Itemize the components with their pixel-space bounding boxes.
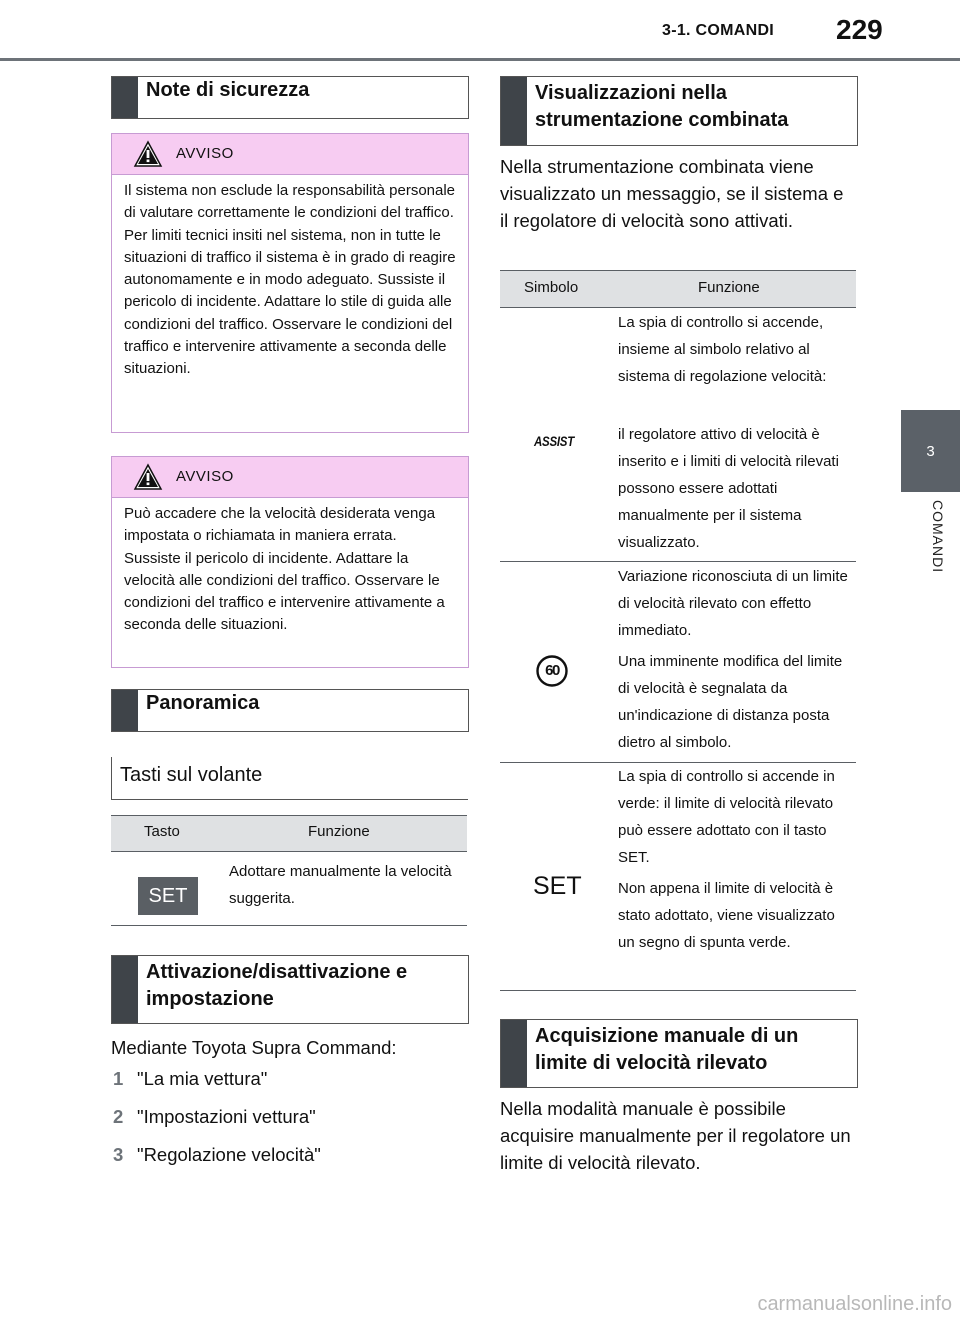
warning-triangle-icon [133,463,163,491]
header-section-title: 3-1. COMANDI [662,22,775,39]
warning-label: AVVISO [176,468,234,485]
warning-text: Il sistema non esclude la responsabilità personale di valutare correttamente le condizioni del traffico. Per limiti tecnici insiti nel sistema, non in tutte le situazioni di traffico il sistema è in grado di reagire autonomamente e in modo adeguato. Sussiste il pericolo di incidente. Adattare lo stile di guida alle condizioni del traffico. Osservare le condizioni del traffico e intervenire attivamente a seconda delle situazioni. [124,182,456,378]
column-header: Funzione [698,279,760,296]
warning-label: AVVISO [176,145,234,162]
display-text: Nella strumentazione combinata viene visualizzato un messaggio, se il sistema e il regolatore di velocità sono attivati. [500,156,844,231]
chapter-number: 3 [926,442,935,460]
table-cell-function: Non appena il limite di velocità è stato adottato, viene visualizzato un segno di spunta verde. [618,880,835,951]
symbol-table-header [500,270,856,308]
step-number: 3 [113,1144,124,1165]
section-heading-text: Attivazione/disattivazione e impostazione [146,960,408,1010]
subheading-steering-keys [111,757,468,800]
set-symbol-icon: SET [533,872,582,900]
step-number: 1 [113,1068,124,1089]
page-number: 229 [836,14,883,45]
chapter-label: COMANDI [930,500,946,574]
list-item [113,1065,463,1092]
set-key-icon [138,877,198,915]
step-text: "La mia vettura" [137,1068,268,1089]
column-header: Simbolo [524,279,579,296]
table-rule [111,925,467,926]
manual-text: Nella modalità manuale è possibile acquisire manualmente per il regolatore un limite di velocità rilevato. [500,1098,851,1173]
intro-text: Mediante Toyota Supra Command: [111,1037,397,1058]
table-cell-function: Una imminente modifica del limite di velocità è segnalata da un'indicazione di distanza posta dietro al simbolo. [618,653,843,751]
chapter-tab [901,410,960,492]
table-rule [500,990,856,991]
key-table-header [111,815,467,852]
step-number: 2 [113,1106,124,1127]
key-label: SET [148,884,188,907]
section-heading-text: Note di sicurezza [146,79,310,101]
warning-box-2 [111,456,469,668]
step-text: "Impostazioni vettura" [137,1106,316,1127]
section-heading-manual [500,1019,858,1088]
subheading-text: Tasti sul volante [120,764,263,786]
warning-header [112,134,468,175]
section-heading-overview [111,689,469,732]
table-cell-function: il regolatore attivo di velocità è inserito e i limiti di velocità rilevati possono essere adottati manualmente per il sistema visualizzato. [618,426,839,551]
warning-header [112,457,468,498]
list-item [113,1141,463,1168]
section-heading-text: Acquisizione manuale di un limite di velocità rilevato [535,1024,799,1074]
table-cell-function: Variazione riconosciuta di un limite di velocità rilevato con effetto immediato. [618,568,848,639]
section-heading-safety [111,76,469,119]
watermark: carmanualsonline.info [757,1293,952,1315]
assist-symbol-icon: ASSIST [534,433,574,449]
list-item [113,1103,463,1130]
section-heading-text: Visualizzazioni nella strumentazione combinata [535,82,789,131]
speed-limit-value: 60 [545,662,559,679]
table-cell-function: La spia di controllo si accende, insieme al simbolo relativo al sistema di regolazione velocità: [618,314,827,385]
column-header: Funzione [308,823,370,840]
speed-limit-sign-icon [536,655,568,687]
section-heading-text: Panoramica [146,692,260,714]
table-cell-function: La spia di controllo si accende in verde: il limite di velocità rilevato può essere adottato con il tasto SET. [618,768,835,866]
table-cell-function: Adottare manualmente la velocità suggerita. [229,863,452,907]
section-heading-activation [111,955,469,1024]
column-header: Tasto [144,823,180,840]
warning-box-1 [111,133,469,433]
warning-text: Può accadere che la velocità desiderata venga impostata o richiamata in maniera errata. Sussiste il pericolo di incidente. Adattare la velocità alle condizioni del traffico. Osservare le condizioni del traffico e intervenire attivamente a seconda delle situazioni. [124,505,445,634]
table-rule [500,561,856,562]
header-rule [0,58,960,61]
warning-triangle-icon [133,140,163,168]
section-heading-display [500,76,858,146]
step-text: "Regolazione velocità" [137,1144,321,1165]
